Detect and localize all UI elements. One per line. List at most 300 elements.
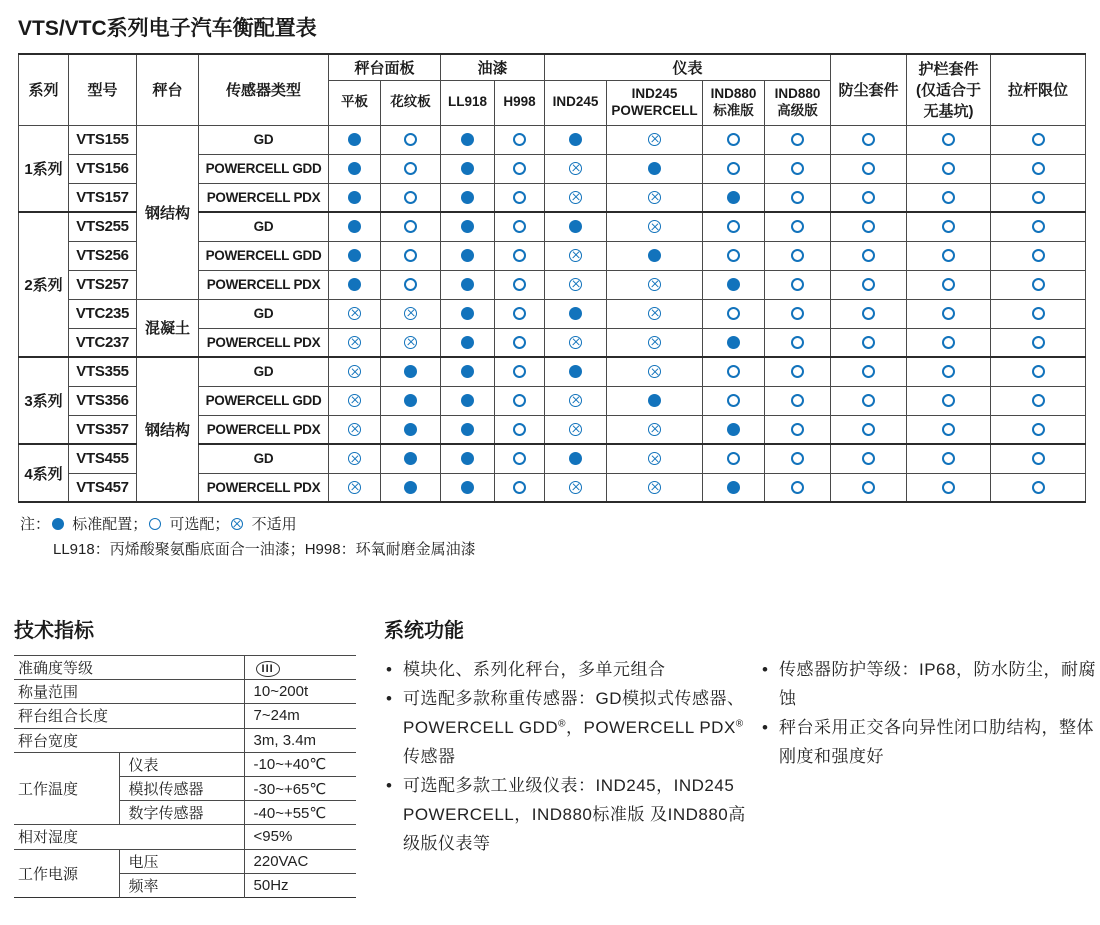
config-cell [991,183,1086,212]
config-cell [545,270,607,299]
config-cell [441,270,495,299]
spec-value-length: 7~24m [244,704,356,728]
optional-config-icon [1032,394,1045,407]
config-cell [703,154,765,183]
spec-value-width: 3m, 3.4m [244,728,356,752]
optional-config-icon [791,423,804,436]
optional-config-icon [513,452,526,465]
config-cell [991,328,1086,357]
spec-row [14,680,356,704]
standard-config-icon [461,220,474,233]
optional-config-icon [862,162,875,175]
config-cell [831,212,907,241]
spec-row [14,728,356,752]
optional-config-icon [1032,365,1045,378]
optional-config-icon [791,162,804,175]
config-cell [441,183,495,212]
config-cell [703,357,765,386]
header-series: 系列 [19,54,69,125]
sensor-type-cell: POWERCELL PDX [199,473,329,502]
not-applicable-icon [569,481,582,494]
config-cell [607,473,703,502]
sensor-type-cell: POWERCELL PDX [199,328,329,357]
model-cell: VTS155 [69,125,137,154]
config-cell [441,125,495,154]
config-cell [441,444,495,473]
optional-config-icon [404,220,417,233]
spec-row [14,656,356,680]
optional-config-icon [942,133,955,146]
sensor-type-cell: GD [199,299,329,328]
config-cell [907,241,991,270]
optional-config-icon [791,452,804,465]
model-cell: VTS357 [69,415,137,444]
config-cell [765,125,831,154]
config-cell [991,154,1086,183]
optional-config-icon [404,133,417,146]
standard-config-icon [348,278,361,291]
system-functions-section [384,614,1100,898]
sensor-type-cell: GD [199,212,329,241]
config-cell [607,415,703,444]
config-cell [907,154,991,183]
model-cell: VTC237 [69,328,137,357]
not-applicable-icon [348,336,361,349]
config-cell [495,154,545,183]
optional-config-icon [942,249,955,262]
optional-config-icon [149,518,161,530]
optional-config-icon [862,220,875,233]
config-cell [381,444,441,473]
model-cell: VTS457 [69,473,137,502]
header-flat-plate: 平板 [329,80,381,125]
config-cell [703,241,765,270]
notes [20,512,1100,562]
config-cell [329,212,381,241]
tech-specs-table [14,655,356,898]
spec-label-power: 工作电源 [14,849,119,897]
config-cell [765,299,831,328]
optional-config-icon [862,365,875,378]
config-cell [991,357,1086,386]
config-cell [703,444,765,473]
standard-config-icon [461,278,474,291]
optional-config-icon [1032,278,1045,291]
optional-config-icon [513,365,526,378]
optional-config-icon [942,220,955,233]
standard-config-icon [348,220,361,233]
config-cell [831,444,907,473]
standard-config-icon [461,191,474,204]
bottom-section [14,614,1100,898]
config-cell [495,444,545,473]
optional-config-icon [862,452,875,465]
model-cell: VTS356 [69,386,137,415]
optional-config-icon [862,307,875,320]
optional-config-icon [862,278,875,291]
spec-sublabel-indicator: 仪表 [119,752,244,776]
optional-config-icon [1032,423,1045,436]
not-applicable-icon [569,249,582,262]
optional-config-icon [791,249,804,262]
legend-optional-label: 可选配； [169,516,230,533]
spec-label-temperature: 工作温度 [14,752,119,825]
config-cell [441,241,495,270]
config-cell [495,473,545,502]
config-cell [545,154,607,183]
config-cell [703,415,765,444]
header-ind880-advanced: IND880 高级版 [765,80,831,125]
optional-config-icon [513,423,526,436]
standard-config-icon [569,452,582,465]
config-cell [381,154,441,183]
header-ind880-standard: IND880 标准版 [703,80,765,125]
not-applicable-icon [648,220,661,233]
config-cell [703,473,765,502]
spec-row [14,704,356,728]
config-cell [765,444,831,473]
config-cell [495,183,545,212]
optional-config-icon [942,191,955,204]
feature-item: • 可选配多款工业级仪表：IND245，IND245 POWERCELL，IND880标准版 及IND880高级版仪表等 [384,771,756,858]
legend-prefix: 注： [20,516,51,533]
config-cell [441,154,495,183]
header-platform: 秤台 [137,54,199,125]
spec-label-humidity: 相对湿度 [14,825,244,849]
spec-sublabel-voltage: 电压 [119,849,244,873]
config-cell [381,212,441,241]
not-applicable-icon [648,307,661,320]
config-cell [607,299,703,328]
config-cell [495,386,545,415]
config-cell [991,299,1086,328]
optional-config-icon [727,162,740,175]
config-cell [831,473,907,502]
spec-sublabel-frequency: 频率 [119,873,244,897]
config-cell [831,299,907,328]
not-applicable-icon [348,481,361,494]
config-cell [907,183,991,212]
model-cell: VTS156 [69,154,137,183]
not-applicable-icon [648,481,661,494]
table-row [19,299,1086,328]
sensor-type-cell: POWERCELL PDX [199,415,329,444]
not-applicable-icon [569,162,582,175]
table-row [19,357,1086,386]
legend-standard-label: 标准配置； [72,516,148,533]
config-cell [765,386,831,415]
config-cell [765,328,831,357]
config-cell [329,270,381,299]
optional-config-icon [1032,162,1045,175]
optional-config-icon [791,220,804,233]
config-cell [991,473,1086,502]
config-cell [703,328,765,357]
standard-config-icon [52,518,64,530]
optional-config-icon [862,249,875,262]
config-cell [381,299,441,328]
config-cell [495,270,545,299]
model-cell: VTS257 [69,270,137,299]
config-cell [703,386,765,415]
config-cell [831,241,907,270]
config-table-header [19,54,1086,125]
optional-config-icon [942,365,955,378]
config-cell [703,212,765,241]
config-cell [831,154,907,183]
model-cell: VTS256 [69,241,137,270]
config-cell [381,357,441,386]
config-cell [907,125,991,154]
page-title: VTS/VTC系列电子汽车衡配置表 [18,17,317,40]
optional-config-icon [404,278,417,291]
not-applicable-icon [569,423,582,436]
optional-config-icon [942,423,955,436]
series-cell: 2系列 [19,212,69,357]
not-applicable-icon [648,191,661,204]
config-cell [329,328,381,357]
platform-cell: 混凝土 [137,299,199,357]
config-cell [545,473,607,502]
legend-na-label: 不适用 [251,516,297,533]
config-cell [495,328,545,357]
config-cell [381,415,441,444]
optional-config-icon [791,481,804,494]
spec-row [14,752,356,776]
standard-config-icon [727,423,740,436]
optional-config-icon [791,365,804,378]
optional-config-icon [1032,133,1045,146]
config-cell [991,415,1086,444]
standard-config-icon [404,481,417,494]
not-applicable-icon [648,336,661,349]
config-cell [441,212,495,241]
standard-config-icon [648,162,661,175]
config-cell [765,183,831,212]
header-ind245-powercell: IND245 POWERCELL [607,80,703,125]
config-cell [329,183,381,212]
not-applicable-icon [648,452,661,465]
not-applicable-icon [404,336,417,349]
header-model: 型号 [69,54,137,125]
optional-config-icon [513,133,526,146]
standard-config-icon [348,191,361,204]
config-cell [907,415,991,444]
optional-config-icon [1032,191,1045,204]
config-cell [907,444,991,473]
config-cell [381,183,441,212]
config-cell [991,125,1086,154]
spec-value-humidity: <95% [244,825,356,849]
header-group-paint: 油漆 [441,54,545,80]
spec-row [14,849,356,873]
not-applicable-icon [648,365,661,378]
model-cell: VTS157 [69,183,137,212]
config-cell [907,212,991,241]
config-cell [545,212,607,241]
header-group-indicator: 仪表 [545,54,831,80]
feature-item: • 可选配多款称重传感器：GD模拟式传感器、POWERCELL GDD®，POWERCELL PDX®传感器 [384,684,756,771]
spec-sublabel-digital-sensor: 数字传感器 [119,801,244,825]
config-cell [545,241,607,270]
config-cell [545,357,607,386]
sensor-type-cell: POWERCELL GDD [199,154,329,183]
tech-specs-title: 技术指标 [14,620,94,642]
not-applicable-icon [404,307,417,320]
standard-config-icon [727,336,740,349]
spec-value-digital-temp: -40~+55℃ [244,801,356,825]
optional-config-icon [862,481,875,494]
standard-config-icon [348,133,361,146]
optional-config-icon [513,394,526,407]
config-cell [831,328,907,357]
sensor-type-cell: POWERCELL GDD [199,241,329,270]
config-cell [991,444,1086,473]
config-cell [907,473,991,502]
optional-config-icon [513,191,526,204]
config-cell [329,241,381,270]
standard-config-icon [404,452,417,465]
tech-specs-section [14,614,360,898]
config-cell [831,125,907,154]
config-cell [765,270,831,299]
spec-value-accuracy [244,656,356,680]
optional-config-icon [862,394,875,407]
standard-config-icon [569,133,582,146]
optional-config-icon [942,452,955,465]
config-cell [381,386,441,415]
header-group-panel: 秤台面板 [329,54,441,80]
optional-config-icon [942,336,955,349]
standard-config-icon [569,307,582,320]
header-sensor-type: 传感器类型 [199,54,329,125]
optional-config-icon [942,162,955,175]
series-cell: 1系列 [19,125,69,212]
config-cell [329,473,381,502]
sensor-type-cell: POWERCELL GDD [199,386,329,415]
config-cell [765,212,831,241]
feature-item: • 秤台采用正交各向异性闭口肋结构，整体刚度和强度好 [760,713,1100,771]
config-cell [441,328,495,357]
spec-row [14,825,356,849]
sensor-type-cell: GD [199,125,329,154]
config-cell [907,386,991,415]
standard-config-icon [569,220,582,233]
config-cell [381,125,441,154]
optional-config-icon [513,336,526,349]
system-functions-col2 [760,655,1100,858]
spec-label-width: 秤台宽度 [14,728,244,752]
model-cell: VTS355 [69,357,137,386]
platform-cell: 钢结构 [137,357,199,502]
config-cell [545,444,607,473]
config-cell [907,328,991,357]
header-ind245: IND245 [545,80,607,125]
optional-config-icon [1032,220,1045,233]
config-cell [607,154,703,183]
config-cell [831,415,907,444]
config-cell [381,473,441,502]
config-cell [607,270,703,299]
config-cell [765,415,831,444]
config-cell [831,386,907,415]
sensor-type-cell: GD [199,444,329,473]
config-table-body [19,125,1086,502]
not-applicable-icon [648,278,661,291]
optional-config-icon [727,220,740,233]
standard-config-icon [648,394,661,407]
optional-config-icon [862,133,875,146]
config-cell [381,270,441,299]
config-cell [607,212,703,241]
config-cell [703,183,765,212]
config-table [18,53,1086,503]
model-cell: VTS455 [69,444,137,473]
series-cell: 3系列 [19,357,69,444]
header-checkered-plate: 花纹板 [381,80,441,125]
config-cell [495,212,545,241]
standard-config-icon [404,365,417,378]
config-cell [765,154,831,183]
config-cell [703,270,765,299]
standard-config-icon [404,394,417,407]
config-cell [545,386,607,415]
config-cell [381,241,441,270]
config-cell [545,299,607,328]
config-cell [495,241,545,270]
system-functions-columns [384,655,1100,858]
optional-config-icon [862,336,875,349]
standard-config-icon [461,365,474,378]
config-cell [329,357,381,386]
not-applicable-icon [569,191,582,204]
config-cell [607,183,703,212]
config-cell [831,357,907,386]
config-cell [607,357,703,386]
standard-config-icon [461,162,474,175]
standard-config-icon [348,249,361,262]
standard-config-icon [461,452,474,465]
not-applicable-icon [569,394,582,407]
config-cell [329,299,381,328]
config-cell [545,415,607,444]
config-cell [495,415,545,444]
config-cell [545,328,607,357]
config-cell [329,444,381,473]
platform-cell: 钢结构 [137,125,199,299]
optional-config-icon [942,481,955,494]
config-cell [765,357,831,386]
config-cell [831,183,907,212]
not-applicable-icon [648,133,661,146]
not-applicable-icon [231,518,243,530]
spec-label-accuracy: 准确度等级 [14,656,244,680]
standard-config-icon [461,423,474,436]
sensor-type-cell: POWERCELL PDX [199,270,329,299]
config-cell [607,444,703,473]
config-cell [703,299,765,328]
optional-config-icon [513,220,526,233]
optional-config-icon [404,249,417,262]
sensor-type-cell: POWERCELL PDX [199,183,329,212]
config-cell [329,415,381,444]
spec-sublabel-analog-sensor: 模拟传感器 [119,776,244,800]
not-applicable-icon [648,423,661,436]
optional-config-icon [404,191,417,204]
config-cell [765,473,831,502]
optional-config-icon [862,191,875,204]
optional-config-icon [942,394,955,407]
